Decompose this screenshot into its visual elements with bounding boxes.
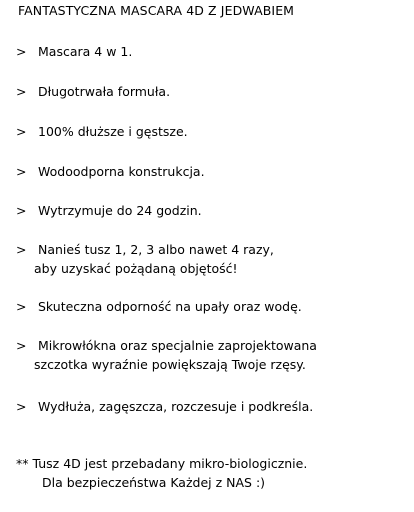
item-text: Nanieś tusz 1, 2, 3 albo nawet 4 razy, [38,242,274,257]
list-item [16,297,302,316]
item-text: Długotrwała formuła. [38,84,171,99]
item-text: Wodoodporna konstrukcja. [38,164,205,179]
item-text: Mascara 4 w 1. [38,44,133,59]
item-text: Wydłuża, zagęszcza, rozczesuje i podkreśla. [38,399,314,414]
bullet-marker: > [16,164,27,179]
list-item [16,42,132,61]
bullet-marker: > [16,299,27,314]
footnote-marker: ** [16,456,29,471]
item-text: Skuteczna odporność na upały oraz wodę. [38,299,302,314]
bullet-marker: > [16,203,27,218]
bullet-marker: > [16,44,27,59]
bullet-marker: > [16,84,27,99]
list-item [16,82,170,101]
footnote-text-continued: Dla bezpieczeństwa Każdej z NAS :) [42,475,266,490]
item-text-continued: szczotka wyraźnie powiększają Twoje rzęsy. [34,357,306,372]
bullet-marker: > [16,399,27,414]
footnote [16,454,307,492]
list-item [16,201,202,220]
list-item [16,162,205,181]
list-item [16,240,274,278]
list-item [16,122,188,141]
item-text: 100% dłuższe i gęstsze. [38,124,188,139]
list-item [16,397,313,416]
bullet-marker: > [16,338,27,353]
bullet-marker: > [16,124,27,139]
bullet-marker: > [16,242,27,257]
item-text: Mikrowłókna oraz specjalnie zaprojektowana [38,338,317,353]
item-text-continued: aby uzyskać pożądaną objętość! [34,261,238,276]
footnote-text: Tusz 4D jest przebadany mikro-biologicznie. [32,456,308,471]
item-text: Wytrzymuje do 24 godzin. [38,203,202,218]
list-item [16,336,317,374]
document-title: FANTASTYCZNA MASCARA 4D Z JEDWABIEM [18,3,295,18]
